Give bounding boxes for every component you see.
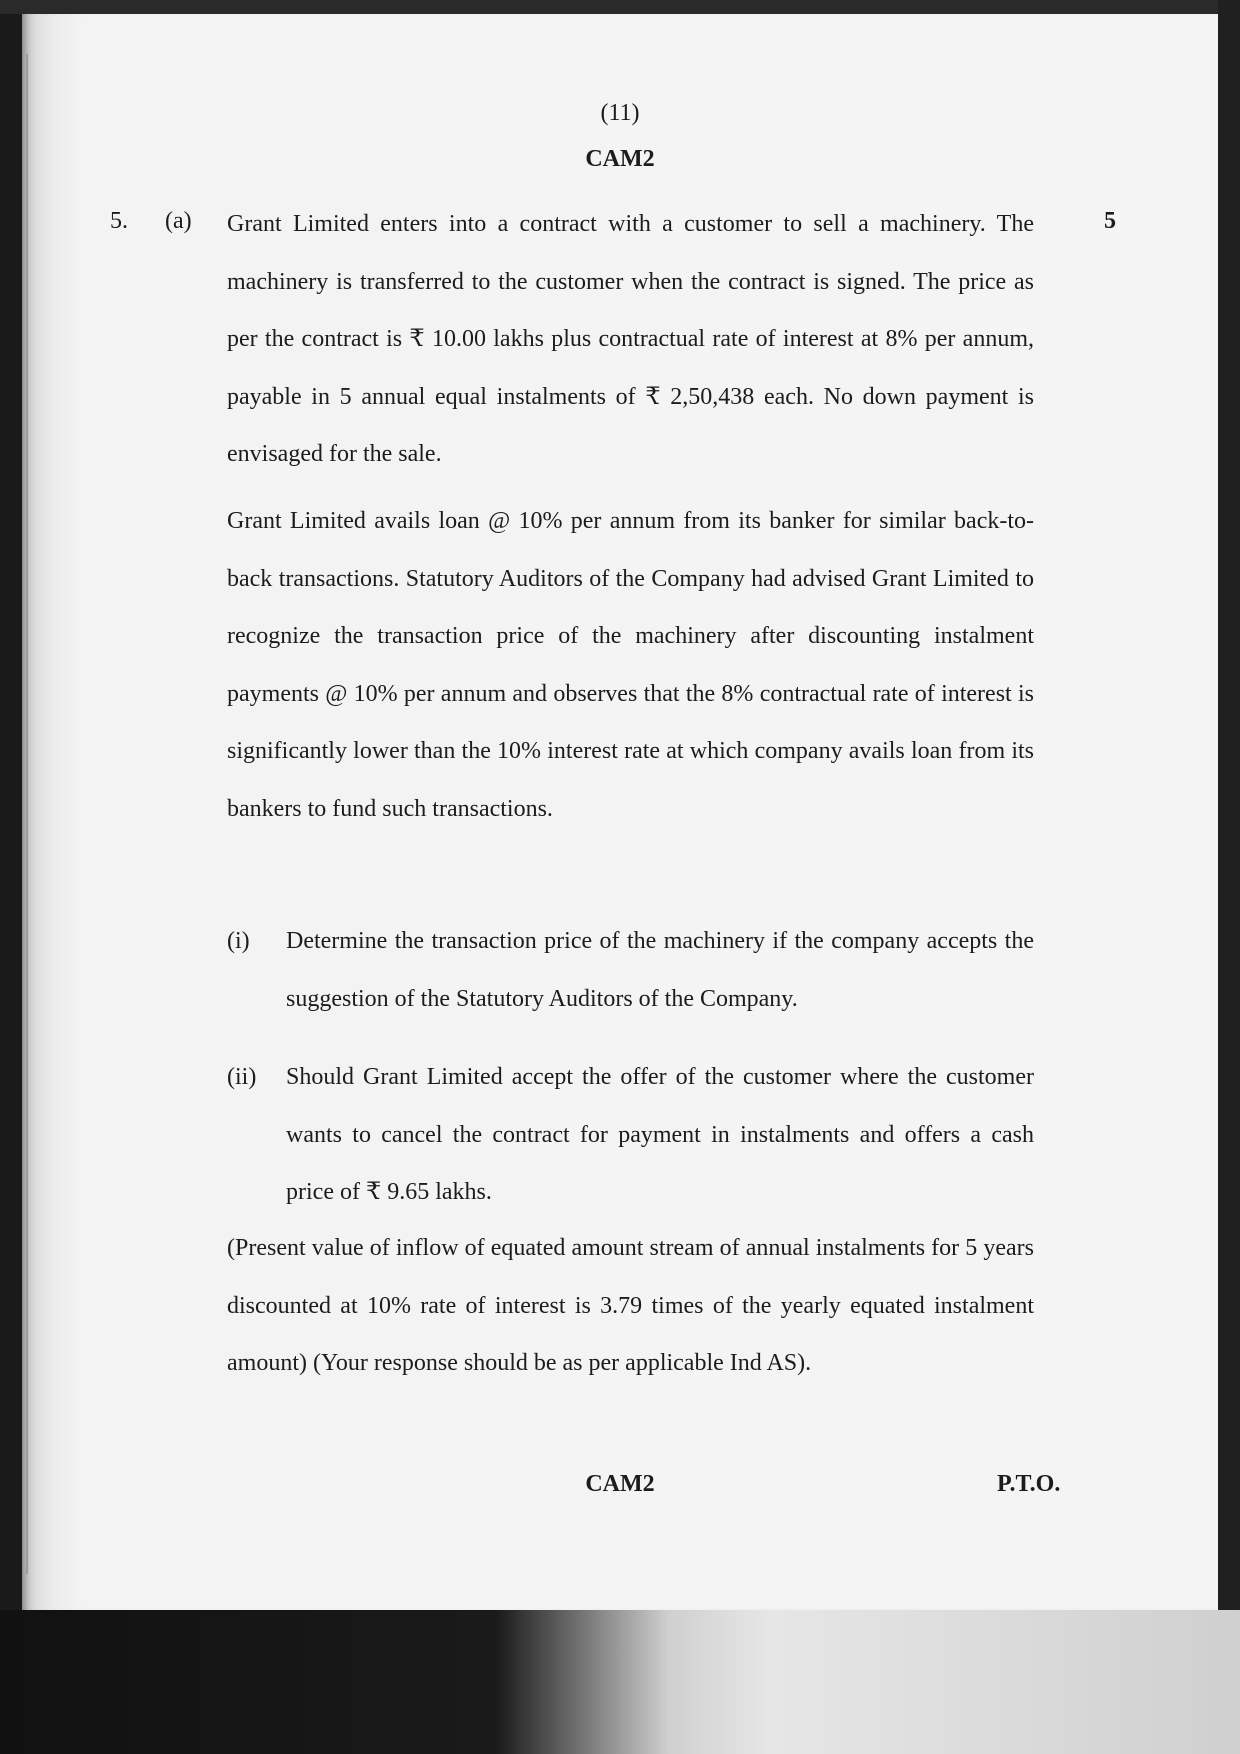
- sub-question-label-ii: (ii): [227, 1064, 257, 1090]
- question-paragraph-2: Grant Limited avails loan @ 10% per annum from its banker for similar back-to-back transactions. Statutory Auditors of the Company had advised Grant Limited to recognize the transaction price of the machinery after discounting instalment payments @ 10% per annum and observes that the 8% contractual rate of interest is significantly lower than the 10% interest rate at which company avails loan from its bankers to fund such transactions.: [227, 508, 1034, 822]
- scan-border-right: [1218, 0, 1240, 1754]
- paper-code-header: CAM2: [585, 146, 655, 172]
- scan-border-bottom: [0, 1610, 1240, 1754]
- page-number: (11): [600, 100, 640, 126]
- question-paragraph-1: Grant Limited enters into a contract with a customer to sell a machinery. The machinery is transferred to the customer when the contract is signed. The price as per the contract is ₹ 10.00 lakhs plus contractual rate of interest at 8% per annum, payable in 5 annual equal instalments of ₹ 2,50,438 each. No down payment is envisaged for the sale.: [227, 211, 1034, 467]
- sub-question-label-i: (i): [227, 928, 250, 954]
- question-note: (Present value of inflow of equated amount stream of annual instalments for 5 years discounted at 10% rate of interest is 3.79 times of the yearly equated instalment amount) (Your response should be as per applicable Ind AS).: [227, 1235, 1034, 1376]
- sub-question-text-ii: Should Grant Limited accept the offer of the customer where the customer wants to cancel the contract for payment in instalments and offers a cash price of ₹ 9.65 lakhs.: [286, 1064, 1034, 1205]
- sub-question-text-i: Determine the transaction price of the machinery if the company accepts the suggestion of the Statutory Auditors of the Company.: [286, 928, 1034, 1012]
- binding-edge: [26, 54, 28, 1574]
- exam-page: [22, 14, 1218, 1610]
- paper-code-footer: CAM2: [585, 1471, 655, 1497]
- question-part-label: (a): [165, 208, 192, 234]
- scan-border-top: [0, 0, 1240, 14]
- please-turn-over: P.T.O.: [997, 1471, 1061, 1497]
- question-marks: 5: [1104, 208, 1116, 234]
- question-number: 5.: [110, 208, 128, 234]
